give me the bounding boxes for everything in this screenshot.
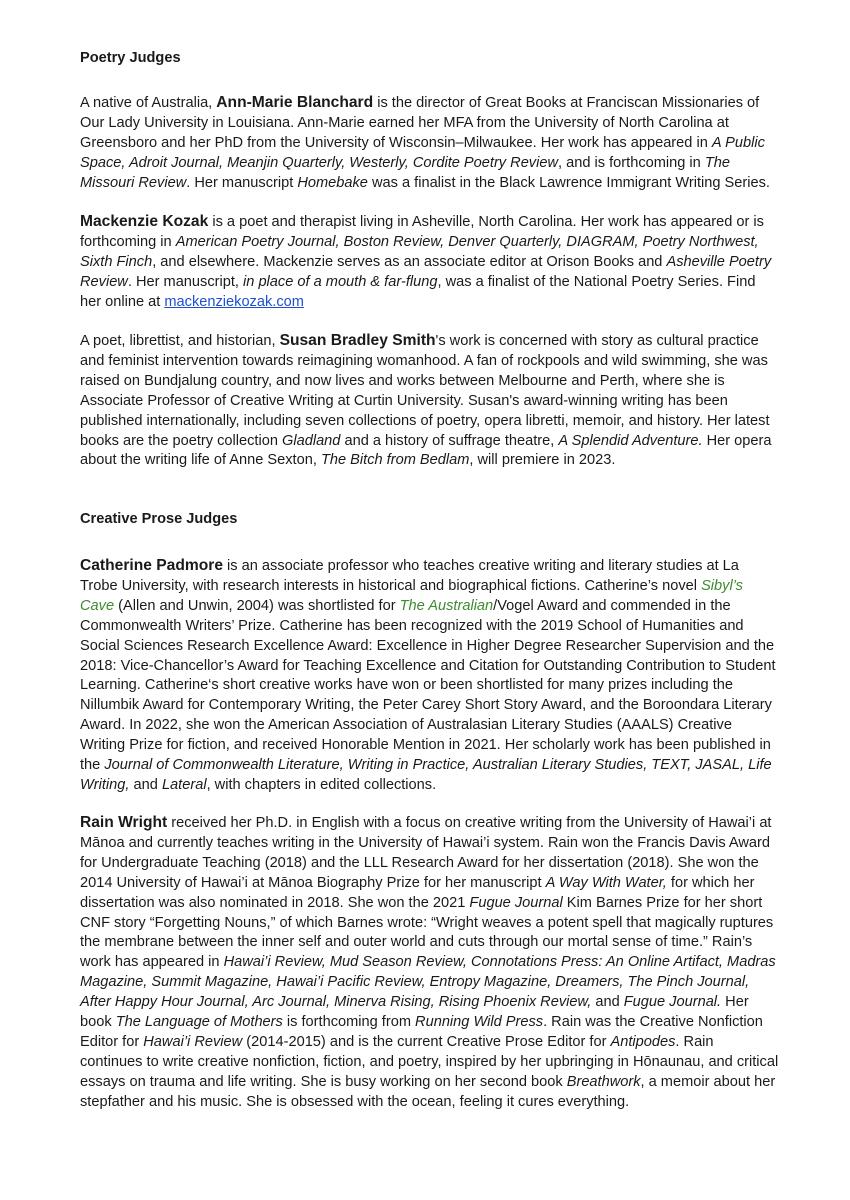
prose-section-heading-block xyxy=(80,510,780,530)
judge-bio-ann-marie-blanchard xyxy=(80,93,780,194)
bio-paragraph: A poet, librettist, and historian, Susan Bradley Smith's work is concerned with story as cultural practice and feminist intervention towards reimagining womanhood. A fan of rockpools and wild swimming, she was raised on Bundjalung country, and now lives and works between Melbourne and Perth, where she is Associate Professor of Creative Writing at Curtin University. Susan's award-winning writing has been published internationally, including seven collections of poetry, opera libretti, memoir, and history. Her latest books are the poetry collection Gladland and a history of suffrage theatre, A Splendid Adventure. Her opera about the writing life of Anne Sexton, The Bitch from Bedlam, will premiere in 2023. xyxy=(80,332,772,469)
bio-paragraph: Mackenzie Kozak is a poet and therapist living in Asheville, North Carolina. Her work has appeared or is forthcoming in American Poetry Journal, Boston Review, Denver Quarterly, DIAGRAM, Poetry Northwest, Sixth Finch, and elsewhere. Mackenzie serves as an associate editor at Orison Books and Asheville Poetry Review. Her manuscript, in place of a mouth & far-flung, was a finalist of the National Poetry Series. Find her online at mackenziekozak.com xyxy=(80,213,772,310)
judge-name: Catherine Padmore xyxy=(80,557,223,574)
newspaper-title: The Australian xyxy=(399,597,494,614)
bio-paragraph: Rain Wright received her Ph.D. in English with a focus on creative writing from the University of Hawai’i at Mānoa and currently teaches writing in the University of Hawai’i system. Rain won the Francis Davis Award for Undergraduate Teaching (2018) and the LLL Research Award for her dissertation (2018). She won the 2014 University of Hawai’i at Mānoa Biography Prize for her manuscript A Way With Water, for which her dissertation was also nominated in 2018. She won the 2021 Fugue Journal Kim Barnes Prize for her short CNF story “Forgetting Nouns,” of which Barnes wrote: “Wright weaves a potent spell that magically ruptures the membrane between the inner self and outer world and cuts through our mortal sense of time.” Rain’s work has appeared in Hawai’i Review, Mud Season Review, Connotations Press: An Online Artifact, Madras Magazine, Summit Magazine, Hawai’i Pacific Review, Entropy Magazine, Dreamers, The Pinch Journal, After Happy Hour Journal, Arc Journal, Minerva Rising, Rising Phoenix Review, and Fugue Journal. Her book The Language of Mothers is forthcoming from Running Wild Press. Rain was the Creative Nonfiction Editor for Hawai’i Review (2014-2015) and is the current Creative Prose Editor for Antipodes. Rain continues to write creative nonfiction, fiction, and poetry, inspired by her upbringing in Hōnaunau, and critical essays on trauma and life writing. She is busy working on her second book Breathwork, a memoir about her stepfather and his music. She is obsessed with the ocean, feeling it cures everything. xyxy=(80,814,779,1110)
poetry-section-heading-block xyxy=(80,49,780,69)
judge-name: Rain Wright xyxy=(80,814,168,831)
judge-bio-rain-wright xyxy=(80,813,780,1113)
judge-name: Susan Bradley Smith xyxy=(279,332,436,349)
website-link[interactable]: mackenziekozak.com xyxy=(164,293,304,310)
bio-paragraph: Catherine Padmore is an associate professor who teaches creative writing and literary studies at La Trobe University, with research interests in historical and biographical fictions. Catherine’s novel Sibyl’s Cave (Allen and Unwin, 2004) was shortlisted for The Australian/Vogel Award and commended in the Commonwealth Writers’ Prize. Catherine has been recognized with the 2019 School of Humanities and Social Sciences Research Excellence Award: Excellence in Higher Degree Researcher Supervision and the 2018: Vice-Chancellor’s Award for Teaching Excellence and Citation for Outstanding Contribution to Student Learning. Catherine‘s short creative works have won or been shortlisted for many prizes including the Nillumbik Award for Contemporary Writing, the Peter Carey Short Story Award, and the Boroondara Literary Award. In 2022, she won the American Association of Australasian Literary Studies (AAALS) Creative Writing Prize for fiction, and received Honorable Mention in 2021. Her scholarly work has been published in the Journal of Commonwealth Literature, Writing in Practice, Australian Literary Studies, TEXT, JASAL, Life Writing, and Lateral, with chapters in edited collections. xyxy=(80,557,776,793)
bio-paragraph: A native of Australia, Ann-Marie Blanchard is the director of Great Books at Franciscan Missionaries of Our Lady University in Louisiana. Ann-Marie earned her MFA from the University of North Carolina at Greensboro and her PhD from the University of Wisconsin–Milwaukee. Her work has appeared in A Public Space, Adroit Journal, Meanjin Quarterly, Westerly, Cordite Poetry Review, and is forthcoming in The Missouri Review. Her manuscript Homebake was a finalist in the Black Lawrence Immigrant Writing Series. xyxy=(80,94,770,191)
judge-bio-catherine-padmore xyxy=(80,556,780,796)
creative-prose-judges-heading: Creative Prose Judges xyxy=(80,511,238,527)
poetry-judges-heading: Poetry Judges xyxy=(80,50,181,66)
judge-name: Ann-Marie Blanchard xyxy=(216,94,374,111)
novel-title: Sibyl’s Cave xyxy=(80,577,743,614)
judge-bio-susan-bradley-smith xyxy=(80,331,780,471)
judge-bio-mackenzie-kozak xyxy=(80,212,780,313)
judge-name: Mackenzie Kozak xyxy=(80,213,209,230)
